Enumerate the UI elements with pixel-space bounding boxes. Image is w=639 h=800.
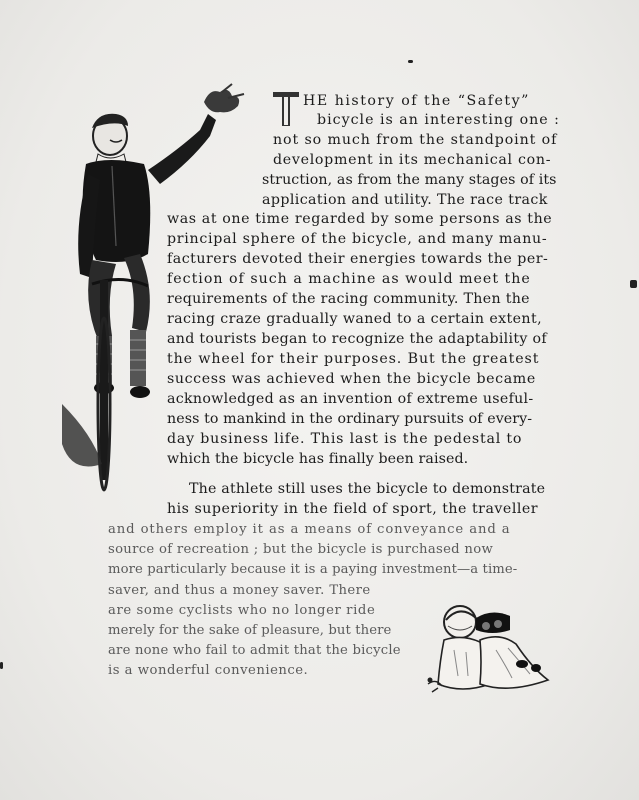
drop-cap (273, 92, 299, 126)
text-line: requirements of the racing community. Then the (167, 291, 530, 307)
scan-edge-mark (408, 60, 413, 63)
text-line: was at one time regarded by some persons as the (167, 211, 553, 227)
children-illustration (418, 600, 558, 700)
text-line: success was achieved when the bicycle became (167, 371, 536, 387)
text-line: saver, and thus a money saver. There (108, 583, 371, 598)
text-line: acknowledged as an invention of extreme useful- (167, 391, 534, 407)
text-line: development in its mechanical con- (273, 152, 552, 168)
text-line: application and utility. The race track (262, 192, 548, 208)
text-line: and tourists began to recognize the adaptability of (167, 331, 547, 347)
text-line: struction, as from the many stages of its (262, 172, 557, 188)
scan-edge-mark (0, 662, 3, 669)
text-line: is a wonderful convenience. (108, 663, 309, 678)
scan-edge-mark (630, 280, 637, 288)
text-line: ness to mankind in the ordinary pursuits of every- (167, 411, 533, 427)
text-line: are none who fail to admit that the bicycle (108, 643, 401, 658)
text-line: day business life. This last is the pedestal to (167, 431, 523, 447)
text-line: not so much from the standpoint of (273, 132, 558, 148)
text-line: principal sphere of the bicycle, and many manu- (167, 231, 548, 247)
text-line: more particularly because it is a paying investment—a time- (108, 562, 518, 577)
text-line: the wheel for their purposes. But the greatest (167, 351, 540, 367)
text-line: The athlete still uses the bicycle to demonstrate (189, 481, 546, 497)
text-line: merely for the sake of pleasure, but there (108, 623, 392, 638)
text-line: which the bicycle has finally been raised. (167, 451, 469, 467)
text-line: are some cyclists who no longer ride (108, 603, 376, 618)
text-line: source of recreation ; but the bicycle is purchased now (108, 542, 494, 557)
text-line: racing craze gradually waned to a certain extent, (167, 311, 542, 327)
text-line: his superiority in the field of sport, the traveller (167, 501, 539, 517)
text-line: HE history of the “Safety” (303, 93, 530, 109)
text-line: and others employ it as a means of conveyance and a (108, 522, 511, 537)
text-line: bicycle is an interesting one : (317, 112, 560, 128)
text-line: fection of such a machine as would meet the (167, 271, 531, 287)
text-line: facturers devoted their energies towards the per- (167, 251, 549, 267)
